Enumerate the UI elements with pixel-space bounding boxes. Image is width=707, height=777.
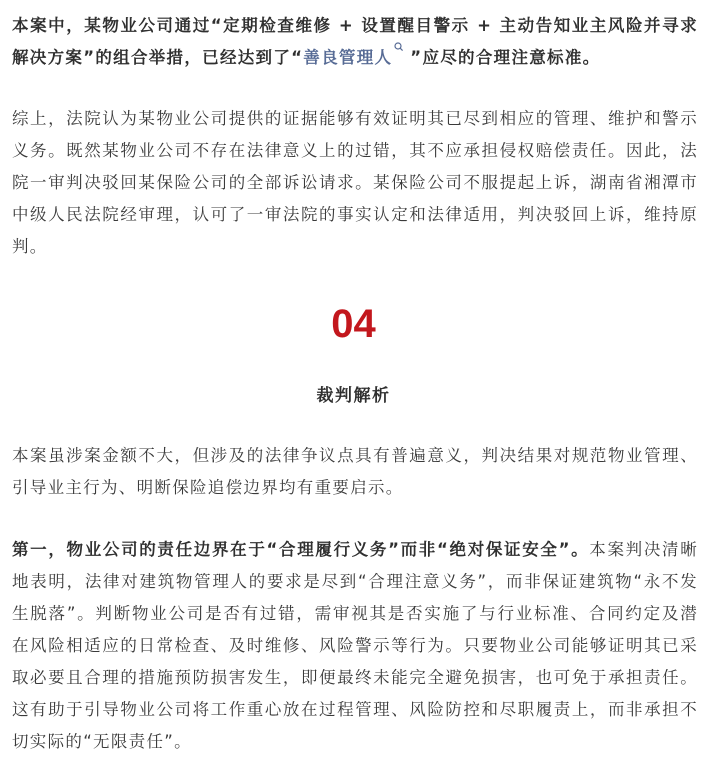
keyword-search-link[interactable] [303,48,410,67]
paragraph-analysis-intro: 本案虽涉案金额不大，但涉及的法律争议点具有普遍意义，判决结果对规范物业管理、引导业主行为、明断保险追偿边界均有重要启示。 [12,446,698,497]
section-title: 裁判解析 [316,386,391,406]
search-icon[interactable] [394,42,404,54]
paragraph-lead-text: 本案中，某物业公司通过“定期检查维修 + 设置醒目警示 + 主动告知业主风险并寻求解决方案”的组合举措，已经达到了“ [12,16,698,67]
paragraph-tail-text: ”应尽的合理注意标准。 [410,48,601,67]
paragraph-court-ruling: 综上，法院认为某物业公司提供的证据能够有效证明其已尽到相应的管理、维护和警示义务。既然某物业公司不存在法律意义上的过错，其不应承担侵权赔偿责任。因此，法院一审判决驳回某保险公司的全部诉讼请求。某保险公司不服提起上诉，湖南省湘潭市中级人民法院经审理，认可了一审法院的事实认定和法律适用，判决驳回上诉，维持原判。 [12,109,698,256]
first-point-heading: 第一，物业公司的责任边界在于“合理履行义务”而非“绝对保证安全”。 [12,540,590,559]
paragraph-first-point [12,534,698,758]
first-point-body: 本案判决清晰地表明，法律对建筑物管理人的要求是尽到“合理注意义务”，而非保证建筑物“永不发生脱落”。判断物业公司是否有过错，需审视其是否实施了与行业标准、合同约定及潜在风险相适应的日常检查、及时维修、风险警示等行为。只要物业公司能够证明其已采取必要且合理的措施预防损害发生，即便最终未能完全避免损害，也可免于承担责任。这有助于引导物业公司将工作重心放在过程管理、风险防控和尽职履责上，而非承担不切实际的“无限责任”。 [12,540,698,751]
section-number: 04 [331,302,376,346]
keyword-link-text[interactable]: 善良管理人 [303,48,393,67]
paragraph-case-conclusion [12,10,698,74]
